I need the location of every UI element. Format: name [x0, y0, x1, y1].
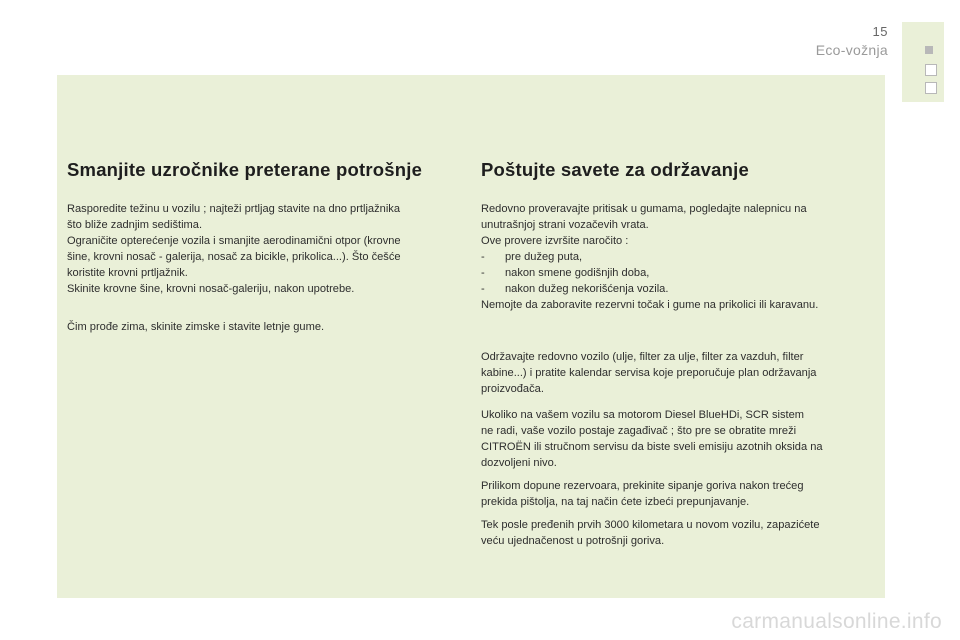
left-heading: Smanjite uzročnike preterane potrošnje: [67, 159, 423, 180]
service-line: Održavajte redovno vozilo (ulje, filter za ulje, filter za vazduh, filter: [481, 351, 804, 363]
list-item: [481, 249, 871, 265]
service-line: kabine...) i pratite kalendar servisa koje preporučuje plan održavanja: [481, 367, 817, 379]
right-column: [481, 159, 871, 549]
refuel-line: prekida pištolja, na taj način ćete izbeći prepunjavanje.: [481, 496, 750, 508]
scr-line: CITROËN ili stručnom servisu da biste sveli emisiju azotnih oksida na: [481, 441, 823, 453]
list-item-text: nakon smene godišnjih doba,: [505, 267, 650, 279]
watermark: carmanualsonline.info: [731, 610, 942, 633]
left-line: Skinite krovne šine, krovni nosač-galeriju, nakon upotrebe.: [67, 283, 355, 295]
spare-wheel-note: Nemojte da zaboravite rezervni točak i gume na prikolici ili karavanu.: [481, 299, 819, 311]
service-line: proizvođača.: [481, 383, 544, 395]
refuel-line: Prilikom dopune rezervoara, prekinite sipanje goriva nakon trećeg: [481, 480, 804, 492]
section-box-1: [925, 64, 937, 76]
list-item-text: nakon dužeg nekorišćenja vozila.: [505, 283, 669, 295]
left-column: [67, 159, 447, 335]
list-item: [481, 265, 871, 281]
intro-line: Redovno proveravajte pritisak u gumama, pogledajte nalepnicu na: [481, 203, 807, 215]
list-item: [481, 281, 871, 297]
section-title: Eco-vožnja: [815, 42, 888, 58]
scr-line: ne radi, vaše vozilo postaje zagađivač ; što pre se obratite mreži: [481, 425, 797, 437]
left-line: Ograničite opterećenje vozila i smanjite aerodinamični otpor (krovne: [67, 235, 401, 247]
dash-bullet: -: [481, 251, 485, 263]
intro-line: unutrašnjoj strani vozačevih vrata.: [481, 219, 649, 231]
scr-line: dozvoljeni nivo.: [481, 457, 557, 469]
section-marker: [925, 46, 933, 54]
left-line: šine, krovni nosač - galerija, nosač za bicikle, prikolica...). Što češće: [67, 251, 401, 263]
winter-tyres-note: Čim prođe zima, skinite zimske i stavite letnje gume.: [67, 321, 325, 333]
new-vehicle-line: veću ujednačenost u potrošnji goriva.: [481, 535, 665, 547]
left-line: koristite krovni prtljažnik.: [67, 267, 188, 279]
page-number: 15: [872, 24, 888, 39]
dash-bullet: -: [481, 267, 485, 279]
list-item-text: pre dužeg puta,: [505, 251, 583, 263]
side-tab: [902, 22, 944, 102]
new-vehicle-line: Tek posle pređenih prvih 3000 kilometara u novom vozilu, zapazićete: [481, 519, 820, 531]
intro-line: Ove provere izvršite naročito :: [481, 235, 629, 247]
right-heading: Poštujte savete za održavanje: [481, 159, 749, 180]
section-box-2: [925, 82, 937, 94]
scr-line: Ukoliko na vašem vozilu sa motorom Diesel BlueHDi, SCR sistem: [481, 409, 805, 421]
dash-bullet: -: [481, 283, 485, 295]
left-line: Rasporedite težinu u vozilu ; najteži prtljag stavite na dno prtljažnika: [67, 203, 400, 215]
left-line: što bliže zadnjim sedištima.: [67, 219, 203, 231]
